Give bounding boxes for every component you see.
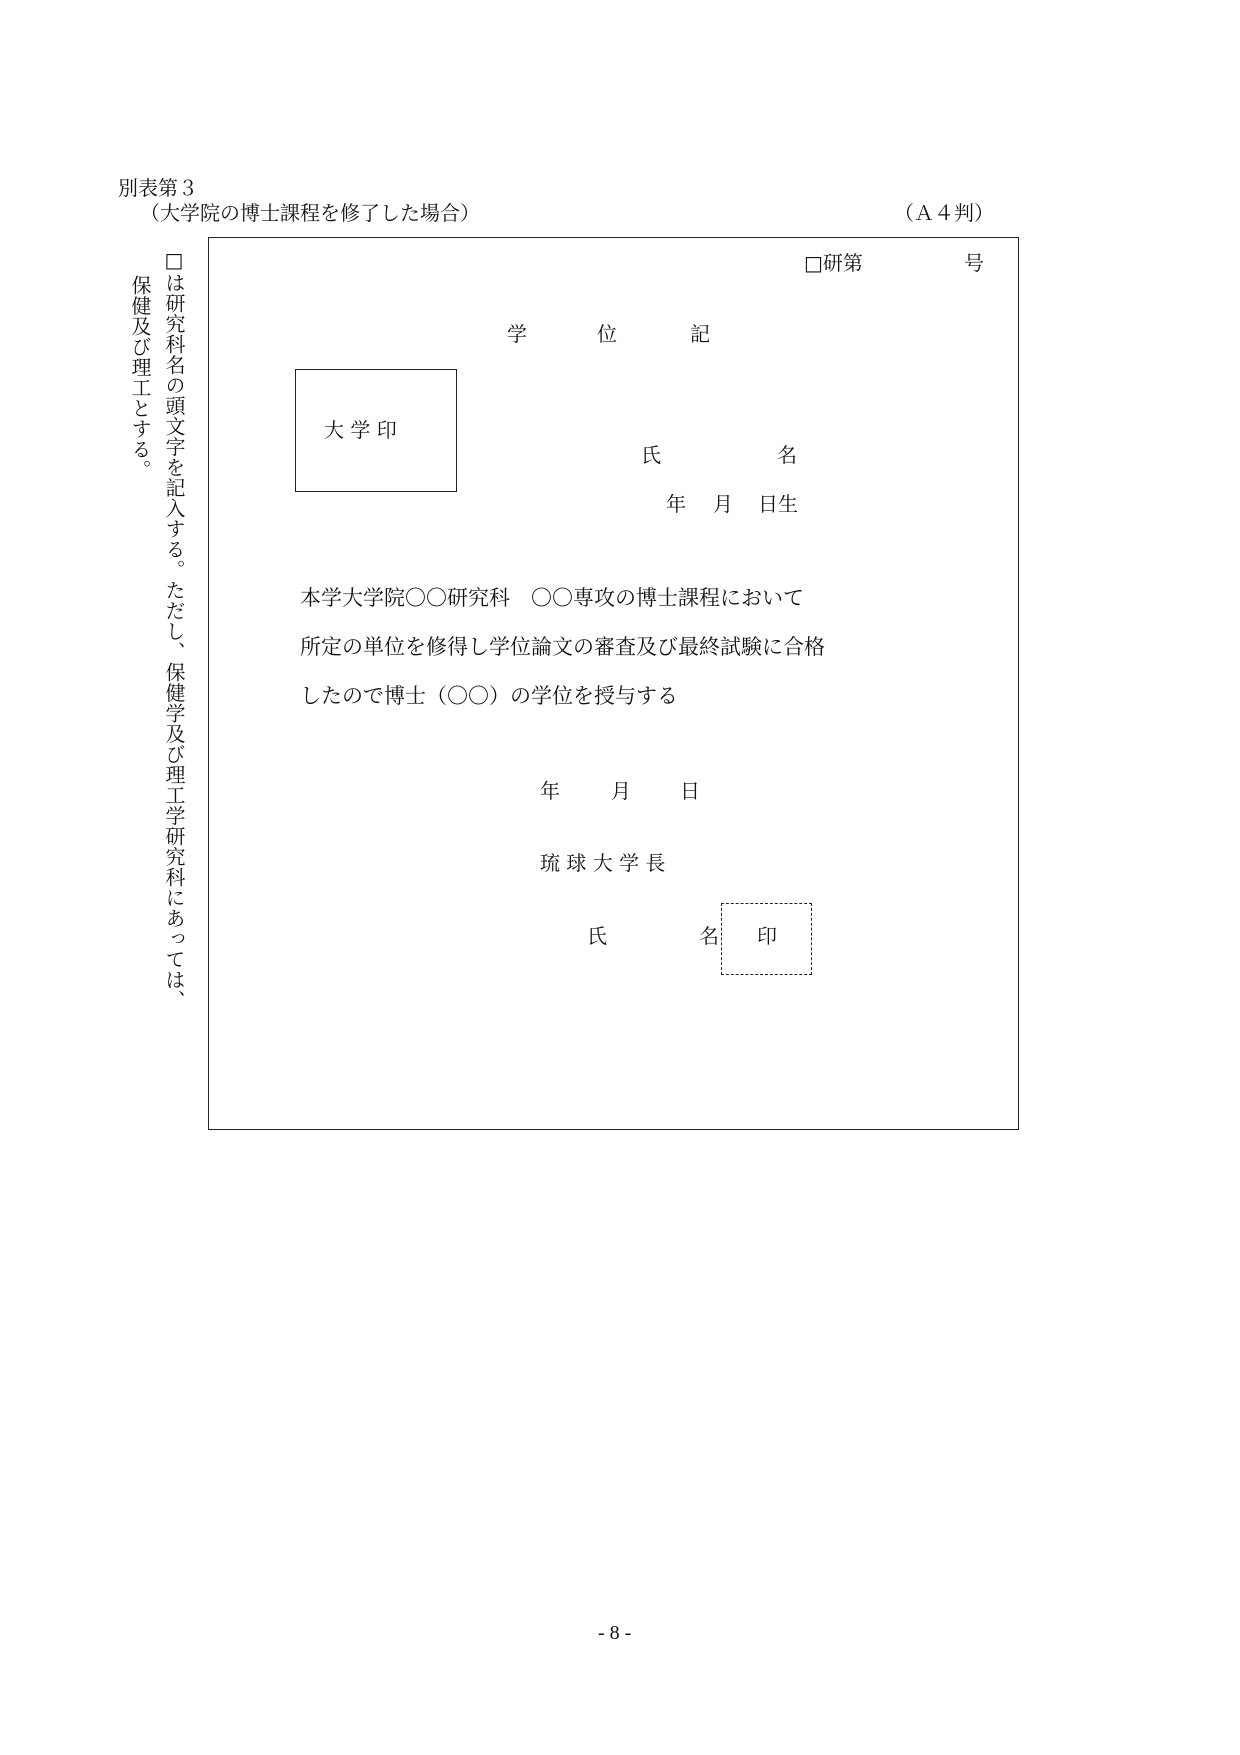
certificate-number-prefix: □研第 — [804, 251, 863, 275]
body-line-1: 本学大学院〇〇研究科 〇〇専攻の博士課程において — [300, 586, 804, 610]
president-name-2: 名 — [699, 924, 719, 948]
side-note-line1: □は研究科名の頭文字を記入する。ただし、保健学及び理工学研究科にあっては、 — [162, 248, 186, 1011]
birth-month: 月 — [713, 492, 733, 516]
president-stamp-label: 印 — [757, 924, 777, 948]
title-char-2: 位 — [597, 322, 617, 346]
body-line-3: したので博士（〇〇）の学位を授与する — [300, 684, 678, 708]
certificate-number-suffix: 号 — [964, 251, 984, 275]
date-day: 日 — [680, 779, 700, 803]
body-line-2: 所定の単位を修得し学位論文の審査及び最終試験に合格 — [300, 635, 825, 659]
title-char-1: 学 — [507, 322, 527, 346]
case-note: （大学院の博士課程を修了した場合） — [140, 201, 480, 225]
page-number: - 8 - — [598, 1622, 632, 1644]
name-label-1: 氏 — [641, 443, 661, 467]
title-char-3: 記 — [690, 322, 710, 346]
name-label-2: 名 — [777, 443, 797, 467]
table-label: 別表第３ — [118, 176, 198, 200]
paper-size: （Ａ４判） — [894, 201, 994, 225]
side-note-line2: 保健及び理工とする。 — [128, 275, 152, 480]
university-president: 琉 球 大 学 長 — [540, 851, 666, 875]
university-seal-label: 大 学 印 — [324, 418, 397, 442]
president-name-1: 氏 — [587, 924, 607, 948]
birth-day: 日生 — [758, 492, 798, 516]
date-month: 月 — [611, 779, 631, 803]
birth-year: 年 — [666, 492, 686, 516]
date-year: 年 — [540, 779, 560, 803]
